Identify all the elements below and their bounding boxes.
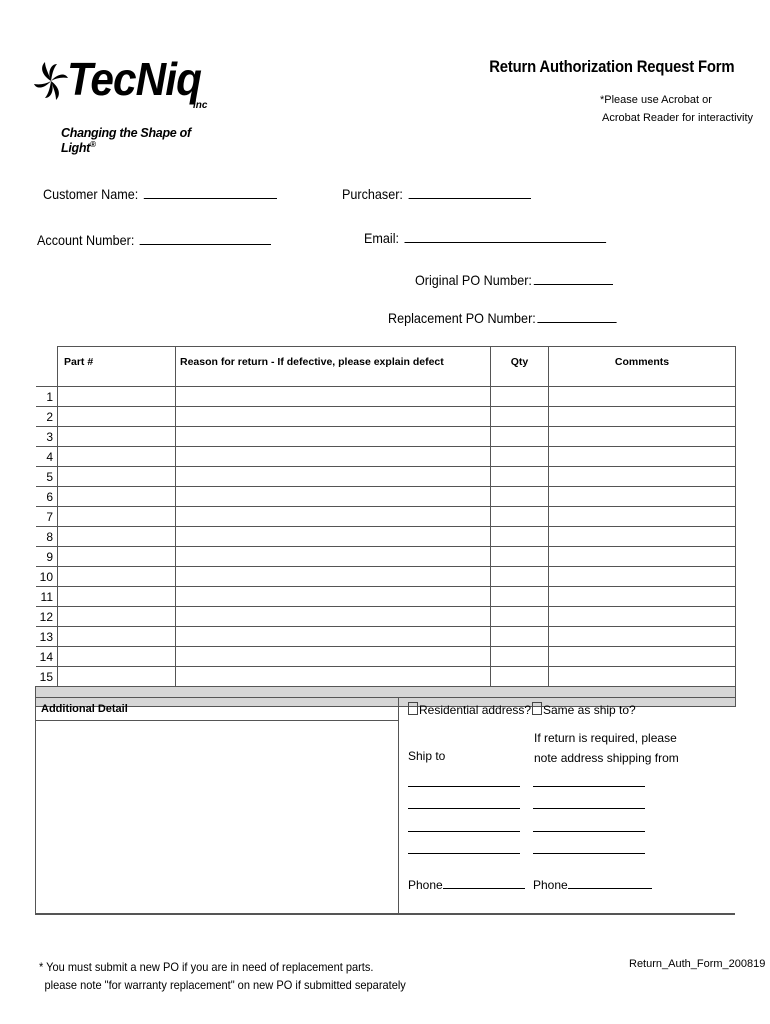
comments-cell[interactable] — [549, 427, 736, 447]
table-row — [36, 667, 736, 687]
table-row — [36, 627, 736, 647]
table-row — [36, 387, 736, 407]
part-cell[interactable] — [58, 427, 176, 447]
qty-header: Qty — [491, 347, 549, 387]
customer-name-field[interactable]: Customer Name: — [43, 184, 277, 202]
row-number: 5 — [36, 467, 58, 487]
qty-cell[interactable] — [491, 387, 549, 407]
qty-cell[interactable] — [491, 407, 549, 427]
part-cell[interactable] — [58, 587, 176, 607]
qty-cell[interactable] — [491, 527, 549, 547]
ship-from-line-4[interactable] — [533, 853, 645, 854]
table-row — [36, 447, 736, 467]
qty-cell[interactable] — [491, 507, 549, 527]
comments-cell[interactable] — [549, 527, 736, 547]
qty-cell[interactable] — [491, 667, 549, 687]
reason-header: Reason for return - If defective, please explain defect — [176, 347, 491, 387]
qty-cell[interactable] — [491, 467, 549, 487]
residential-checkbox[interactable]: Residential address? — [408, 702, 531, 717]
row-number: 3 — [36, 427, 58, 447]
comments-header: Comments — [549, 347, 736, 387]
qty-cell[interactable] — [491, 447, 549, 467]
reason-cell[interactable] — [176, 527, 491, 547]
qty-cell[interactable] — [491, 647, 549, 667]
row-number: 8 — [36, 527, 58, 547]
row-number: 12 — [36, 607, 58, 627]
reason-cell[interactable] — [176, 407, 491, 427]
part-cell[interactable] — [58, 407, 176, 427]
part-cell[interactable] — [58, 607, 176, 627]
table-row — [36, 567, 736, 587]
table-row — [36, 427, 736, 447]
qty-cell[interactable] — [491, 627, 549, 647]
comments-cell[interactable] — [549, 587, 736, 607]
table-row — [36, 487, 736, 507]
comments-cell[interactable] — [549, 567, 736, 587]
reason-cell[interactable] — [176, 427, 491, 447]
ship-to-line-1[interactable] — [408, 786, 520, 787]
row-number-header — [36, 347, 58, 387]
table-row — [36, 467, 736, 487]
row-number: 13 — [36, 627, 58, 647]
comments-cell[interactable] — [549, 487, 736, 507]
row-number: 9 — [36, 547, 58, 567]
part-cell[interactable] — [58, 487, 176, 507]
ship-from-line-1[interactable] — [533, 786, 645, 787]
company-logo — [33, 53, 223, 156]
ship-from-line-3[interactable] — [533, 831, 645, 832]
qty-cell[interactable] — [491, 567, 549, 587]
reason-cell[interactable] — [176, 507, 491, 527]
replacement-po-field[interactable]: Replacement PO Number: — [388, 308, 617, 326]
row-number: 4 — [36, 447, 58, 467]
row-number: 10 — [36, 567, 58, 587]
table-row — [36, 527, 736, 547]
row-number: 14 — [36, 647, 58, 667]
shipping-section — [35, 697, 735, 915]
part-cell[interactable] — [58, 527, 176, 547]
ship-to-label: Ship to — [408, 749, 446, 763]
swirl-logo-icon — [33, 58, 69, 104]
acrobat-note: *Please use Acrobat or Acrobat Reader for interactivity — [600, 94, 754, 124]
form-id: Return_Auth_Form_200819 — [629, 958, 766, 970]
row-number: 7 — [36, 507, 58, 527]
reason-cell[interactable] — [176, 667, 491, 687]
part-cell[interactable] — [58, 547, 176, 567]
qty-cell[interactable] — [491, 427, 549, 447]
replacement-po-footnote: * You must submit a new PO if you are in need of replacement parts. please note "for warranty replacement" on new PO if submitted separately — [39, 960, 406, 992]
table-row — [36, 587, 736, 607]
table-row — [36, 607, 736, 627]
phone-ship-to[interactable]: Phone — [408, 874, 525, 895]
comments-cell[interactable] — [549, 647, 736, 667]
comments-cell[interactable] — [549, 627, 736, 647]
comments-cell[interactable] — [549, 387, 736, 407]
row-number: 2 — [36, 407, 58, 427]
ship-to-line-2[interactable] — [408, 808, 520, 809]
reason-cell[interactable] — [176, 567, 491, 587]
table-row — [36, 547, 736, 567]
brand-name: TecNiq — [67, 53, 202, 105]
ship-from-line-2[interactable] — [533, 808, 645, 809]
comments-cell[interactable] — [549, 507, 736, 527]
same-as-ship-checkbox[interactable]: Same as ship to? — [532, 702, 636, 717]
comments-cell[interactable] — [549, 607, 736, 627]
return-items-table — [35, 346, 735, 707]
reason-cell[interactable] — [176, 487, 491, 507]
reason-cell[interactable] — [176, 547, 491, 567]
comments-cell[interactable] — [549, 667, 736, 687]
account-number-field[interactable]: Account Number: — [37, 230, 271, 248]
ship-to-line-4[interactable] — [408, 853, 520, 854]
comments-cell[interactable] — [549, 407, 736, 427]
original-po-field[interactable]: Original PO Number: — [415, 270, 613, 288]
brand-tagline: Changing the Shape of Light® — [61, 126, 191, 156]
comments-cell[interactable] — [549, 447, 736, 467]
phone-ship-from[interactable]: Phone — [533, 874, 652, 895]
part-cell[interactable] — [58, 387, 176, 407]
reason-cell[interactable] — [176, 647, 491, 667]
row-number: 11 — [36, 587, 58, 607]
qty-cell[interactable] — [491, 487, 549, 507]
part-cell[interactable] — [58, 647, 176, 667]
brand-suffix: inc — [193, 100, 208, 111]
reason-cell[interactable] — [176, 447, 491, 467]
reason-cell[interactable] — [176, 607, 491, 627]
part-cell[interactable] — [58, 667, 176, 687]
additional-detail-box[interactable] — [35, 698, 399, 913]
reason-cell[interactable] — [176, 587, 491, 607]
row-number: 15 — [36, 667, 58, 687]
checkbox-icon — [532, 702, 542, 715]
row-number: 6 — [36, 487, 58, 507]
checkbox-icon — [408, 702, 418, 715]
reason-cell[interactable] — [176, 387, 491, 407]
part-cell[interactable] — [58, 567, 176, 587]
purchaser-field[interactable]: Purchaser: — [342, 184, 531, 202]
form-title: Return Authorization Request Form — [488, 58, 734, 76]
part-cell[interactable] — [58, 507, 176, 527]
part-cell[interactable] — [58, 447, 176, 467]
comments-cell[interactable] — [549, 547, 736, 567]
table-row — [36, 407, 736, 427]
part-cell[interactable] — [58, 627, 176, 647]
email-field[interactable]: Email: — [364, 228, 606, 246]
additional-detail-label: Additional Detail — [36, 698, 398, 721]
part-number-header: Part # — [58, 347, 176, 387]
qty-cell[interactable] — [491, 547, 549, 567]
row-number: 1 — [36, 387, 58, 407]
table-row — [36, 647, 736, 667]
return-address-note: If return is required, please note address shipping from — [534, 731, 679, 765]
reason-cell[interactable] — [176, 627, 491, 647]
qty-cell[interactable] — [491, 587, 549, 607]
ship-to-line-3[interactable] — [408, 831, 520, 832]
part-cell[interactable] — [58, 467, 176, 487]
comments-cell[interactable] — [549, 467, 736, 487]
qty-cell[interactable] — [491, 607, 549, 627]
table-row — [36, 507, 736, 527]
reason-cell[interactable] — [176, 467, 491, 487]
